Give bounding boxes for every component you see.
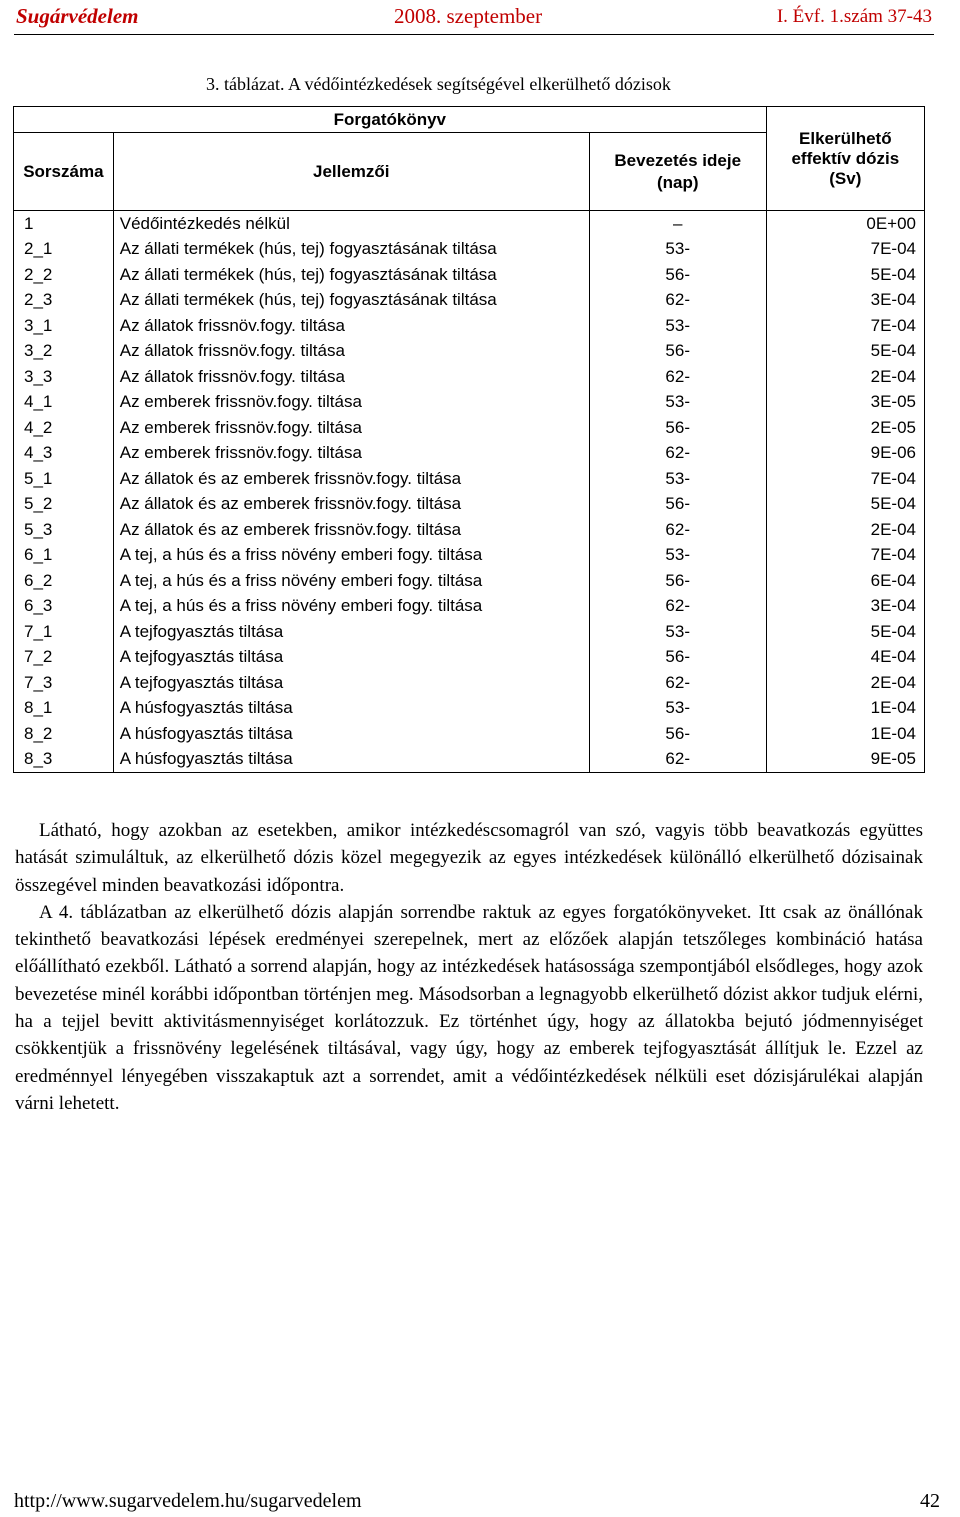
row-id: 1 <box>14 211 114 237</box>
footer-url: http://www.sugarvedelem.hu/sugarvedelem <box>14 1490 362 1512</box>
paragraph: A 4. táblázatban az elkerülhető dózis alapján sorrendbe raktuk az egyes forgatókönyveket. Itt csak az önállónak tekinthető beavatkozási lépések eredményei szerepelnek, mert az előzőek alapján tetszőleges kombináció hatása előállítható ezekből. Látható a sorrend alapján, hogy az intézkedések hatásossága szempontjából elsődleges, hogy azok bevezetése minél korábbi időpontban történjen meg. Másodsorban a legnagyobb elkerülhető dózist akkor tudjuk elérni, ha a tejjel bevitt aktivitásmennyiséget korlátozzuk. Ez történhet úgy, hogy az állatokba bejutó jódmennyiséget csökkentjük a frissnövény legelésének tiltásával, vagy úgy, hogy az emberek tejfogyasztását állítjuk le. Ezzel az eredménnyel lényegében visszakaptuk azt a sorrendet, amit a védőintézkedések nélküli eset dózisjárulékai alapján várni lehetett. <box>15 901 923 1114</box>
row-description: A húsfogyasztás tiltása <box>113 721 589 747</box>
row-id: 2_3 <box>14 288 114 314</box>
row-id: 5_1 <box>14 466 114 492</box>
avoidable-dose-table <box>13 106 925 773</box>
row-dose: 9E-06 <box>766 441 924 467</box>
column-header-date-label: Bevezetés ideje (nap) <box>614 150 742 192</box>
row-date: 62- <box>589 364 766 390</box>
row-description: Az emberek frissnöv.fogy. tiltása <box>113 415 589 441</box>
row-date: 56- <box>589 415 766 441</box>
row-date: 56- <box>589 339 766 365</box>
table-body <box>14 211 925 773</box>
table-row <box>14 517 925 543</box>
row-id: 4_2 <box>14 415 114 441</box>
row-id: 8_2 <box>14 721 114 747</box>
table-row <box>14 619 925 645</box>
row-description: Az állatok frissnöv.fogy. tiltása <box>113 339 589 365</box>
row-dose: 5E-04 <box>766 262 924 288</box>
row-dose: 2E-04 <box>766 517 924 543</box>
row-description: Az állatok és az emberek frissnöv.fogy. tiltása <box>113 492 589 518</box>
row-id: 3_1 <box>14 313 114 339</box>
row-description: Védőintézkedés nélkül <box>113 211 589 237</box>
row-dose: 2E-04 <box>766 670 924 696</box>
column-header-dose-label: Elkerülhető effektív dózis (Sv) <box>791 128 900 188</box>
row-date: 53- <box>589 619 766 645</box>
row-id: 8_3 <box>14 747 114 773</box>
row-dose: 7E-04 <box>766 466 924 492</box>
row-id: 3_2 <box>14 339 114 365</box>
row-date: 56- <box>589 568 766 594</box>
table-row <box>14 262 925 288</box>
row-date: 62- <box>589 288 766 314</box>
row-description: A tej, a hús és a friss növény emberi fogy. tiltása <box>113 568 589 594</box>
column-header-dose <box>766 107 924 211</box>
row-id: 6_3 <box>14 594 114 620</box>
row-description: Az állatok frissnöv.fogy. tiltása <box>113 313 589 339</box>
row-id: 6_2 <box>14 568 114 594</box>
row-description: Az állatok és az emberek frissnöv.fogy. tiltása <box>113 466 589 492</box>
body-text <box>15 817 923 1117</box>
row-description: Az állati termékek (hús, tej) fogyasztásának tiltása <box>113 288 589 314</box>
table-row <box>14 415 925 441</box>
table-row <box>14 441 925 467</box>
row-id: 2_1 <box>14 237 114 263</box>
row-dose: 3E-04 <box>766 288 924 314</box>
table-row <box>14 364 925 390</box>
table-row <box>14 339 925 365</box>
row-date: 62- <box>589 747 766 773</box>
row-description: A húsfogyasztás tiltása <box>113 696 589 722</box>
row-id: 4_1 <box>14 390 114 416</box>
row-id: 8_1 <box>14 696 114 722</box>
paragraph: Látható, hogy azokban az esetekben, amikor intézkedéscsomagról van szó, vagyis több beavatkozás együttes hatását szimuláltuk, az elkerülhető dózis közel megegyezik az egyes intézkedések különálló elkerülhető dózisainak összegével minden beavatkozási időpontra. <box>15 820 923 896</box>
row-date: 56- <box>589 721 766 747</box>
issue-date: 2008. szeptember <box>394 4 543 28</box>
row-description: A tej, a hús és a friss növény emberi fogy. tiltása <box>113 543 589 569</box>
row-id: 7_1 <box>14 619 114 645</box>
row-description: A tej, a hús és a friss növény emberi fogy. tiltása <box>113 594 589 620</box>
row-dose: 1E-04 <box>766 721 924 747</box>
row-id: 3_3 <box>14 364 114 390</box>
row-id: 7_3 <box>14 670 114 696</box>
header-group-scenario: Forgatókönyv <box>14 107 767 133</box>
table-row <box>14 670 925 696</box>
row-id: 2_2 <box>14 262 114 288</box>
row-description: Az állati termékek (hús, tej) fogyasztásának tiltása <box>113 262 589 288</box>
row-description: A húsfogyasztás tiltása <box>113 747 589 773</box>
row-description: Az emberek frissnöv.fogy. tiltása <box>113 390 589 416</box>
row-id: 5_3 <box>14 517 114 543</box>
row-date: 53- <box>589 237 766 263</box>
table-row <box>14 390 925 416</box>
table-row <box>14 747 925 773</box>
column-header-date <box>589 133 766 211</box>
table-row <box>14 594 925 620</box>
row-date: 62- <box>589 517 766 543</box>
table-row <box>14 288 925 314</box>
row-dose: 7E-04 <box>766 237 924 263</box>
row-id: 4_3 <box>14 441 114 467</box>
row-date: 53- <box>589 313 766 339</box>
row-dose: 3E-04 <box>766 594 924 620</box>
row-date: 56- <box>589 262 766 288</box>
row-dose: 5E-04 <box>766 619 924 645</box>
table-row <box>14 543 925 569</box>
row-dose: 7E-04 <box>766 313 924 339</box>
table-row <box>14 313 925 339</box>
row-date: 62- <box>589 441 766 467</box>
row-dose: 4E-04 <box>766 645 924 671</box>
row-description: Az állati termékek (hús, tej) fogyasztásának tiltása <box>113 237 589 263</box>
row-dose: 6E-04 <box>766 568 924 594</box>
row-dose: 1E-04 <box>766 696 924 722</box>
issue-number: I. Évf. 1.szám 37-43 <box>776 6 932 27</box>
row-date: – <box>589 211 766 237</box>
row-description: Az állatok frissnöv.fogy. tiltása <box>113 364 589 390</box>
table-row <box>14 721 925 747</box>
row-dose: 9E-05 <box>766 747 924 773</box>
row-date: 53- <box>589 543 766 569</box>
journal-title: Sugárvédelem <box>16 4 139 28</box>
row-description: A tejfogyasztás tiltása <box>113 645 589 671</box>
row-dose: 7E-04 <box>766 543 924 569</box>
row-date: 62- <box>589 670 766 696</box>
row-dose: 0E+00 <box>766 211 924 237</box>
table-row <box>14 466 925 492</box>
table-row <box>14 237 925 263</box>
table-row <box>14 696 925 722</box>
page-number: 42 <box>920 1490 940 1512</box>
row-id: 6_1 <box>14 543 114 569</box>
row-description: A tejfogyasztás tiltása <box>113 619 589 645</box>
table-row <box>14 645 925 671</box>
row-description: Az emberek frissnöv.fogy. tiltása <box>113 441 589 467</box>
row-date: 56- <box>589 645 766 671</box>
table-row <box>14 211 925 237</box>
row-dose: 5E-04 <box>766 492 924 518</box>
row-date: 53- <box>589 466 766 492</box>
row-dose: 2E-05 <box>766 415 924 441</box>
row-date: 62- <box>589 594 766 620</box>
column-header-description: Jellemzői <box>113 133 589 211</box>
table-row <box>14 568 925 594</box>
row-date: 56- <box>589 492 766 518</box>
row-date: 53- <box>589 390 766 416</box>
row-dose: 3E-05 <box>766 390 924 416</box>
row-id: 7_2 <box>14 645 114 671</box>
table-row <box>14 492 925 518</box>
row-id: 5_2 <box>14 492 114 518</box>
row-date: 53- <box>589 696 766 722</box>
row-dose: 2E-04 <box>766 364 924 390</box>
table-caption: 3. táblázat. A védőintézkedések segítségével elkerülhető dózisok <box>206 74 671 94</box>
running-header <box>14 0 934 35</box>
row-description: A tejfogyasztás tiltása <box>113 670 589 696</box>
row-description: Az állatok és az emberek frissnöv.fogy. tiltása <box>113 517 589 543</box>
row-dose: 5E-04 <box>766 339 924 365</box>
column-header-id: Sorszáma <box>14 133 114 211</box>
